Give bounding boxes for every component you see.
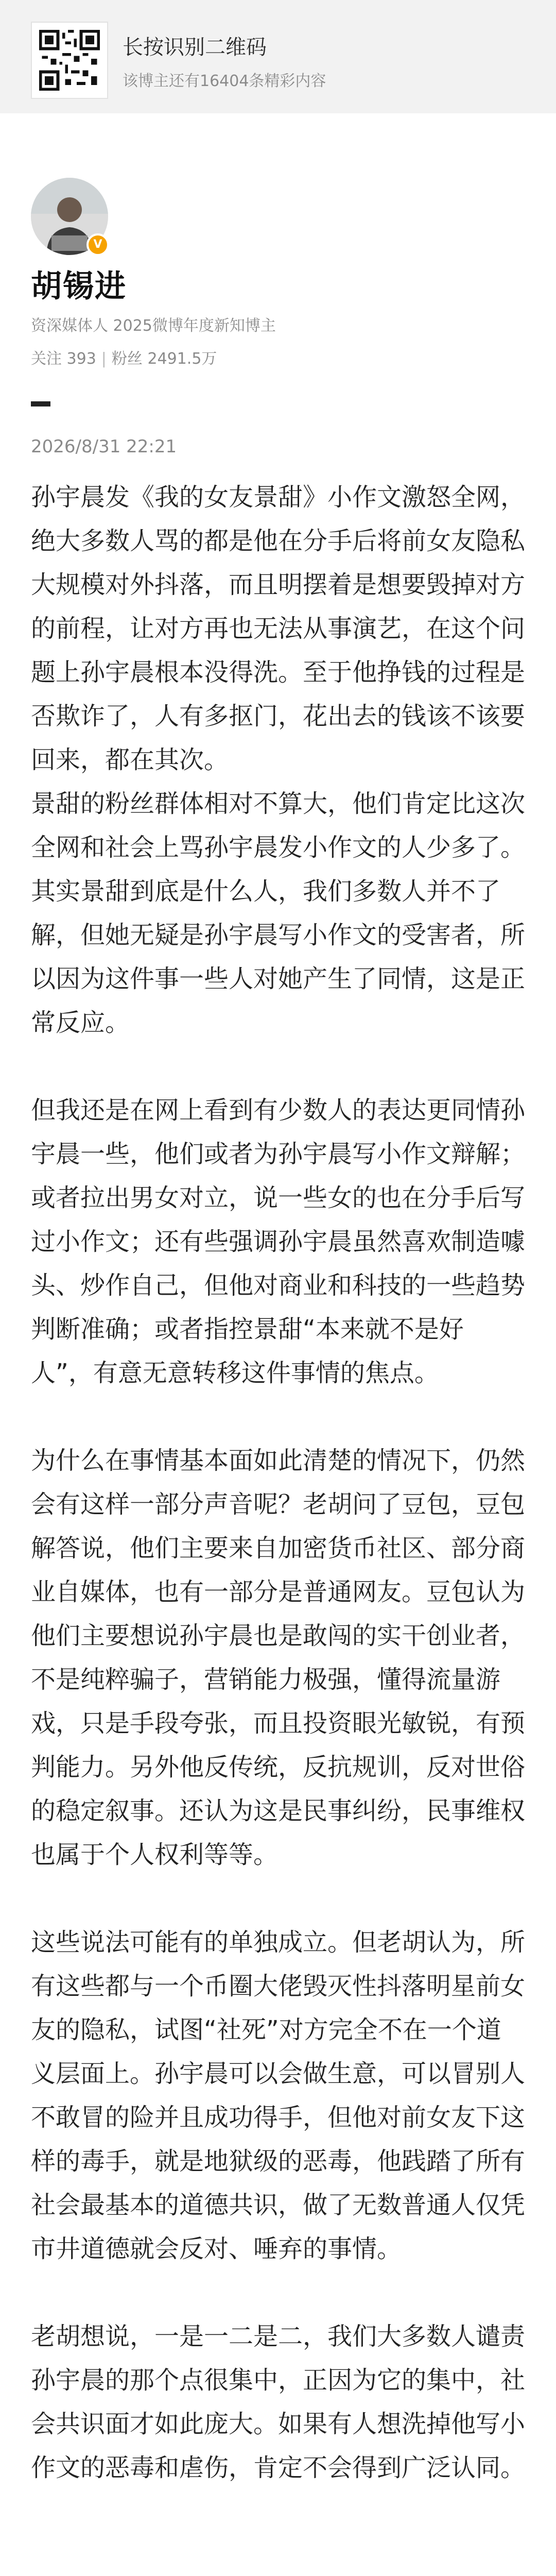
banner-title: 长按识别二维码 xyxy=(123,36,267,59)
verified-badge: V xyxy=(86,233,109,256)
paragraph: 孙宇晨发《我的女友景甜》小作文激怒全网，绝大多数人骂的都是他在分手后将前女友隐私大规模对外抖落，而且明摆着是想要毁掉对方的前程，让对方再也无法从事演艺，在这个问题上孙宇晨根本没得洗。至于他挣钱的过程是否欺诈了，人有多抠门，花出去的钱该不该要回来，都在其次。 xyxy=(31,483,526,774)
post-date: 2026/8/31 22:21 xyxy=(31,436,177,457)
profile-name[interactable]: 胡锡进 xyxy=(31,268,127,304)
qr-banner-top[interactable] xyxy=(0,0,556,113)
paragraph: 景甜的粉丝群体相对不算大，他们肯定比这次全网和社会上骂孙宇晨发小作文的人少多了。其实景甜到底是什么人，我们多数人并不了解，但她无疑是孙宇晨写小作文的受害者，所以因为这件事一些人对她产生了同情，这是正常反应。 xyxy=(31,789,526,1037)
banner-subtitle: 该博主还有16404条精彩内容 xyxy=(123,72,326,90)
paragraph-gap xyxy=(31,1877,525,1921)
paragraph: 老胡想说，一是一二是二，我们大多数人谴责孙宇晨的那个点很集中，正因为它的集中，社会共识面才如此庞大。如果有人想洗掉他写小作文的恶毒和虐伤，肯定不会得到广泛认同。 xyxy=(31,2322,526,2482)
paragraph-gap xyxy=(31,1045,525,1089)
paragraph: 但我还是在网上看到有少数人的表达更同情孙宇晨一些，他们或者为孙宇晨写小作文辩解；或者拉出男女对立，说一些女的也在分手后写过小作文；还有些强调孙宇晨虽然喜欢制造噱头、炒作自己，但他对商业和科技的一些趋势判断准确；或者指控景甜“本来就不是好人”，有意无意转移这件事情的焦点。 xyxy=(31,1096,526,1387)
paragraph: 这些说法可能有的单独成立。但老胡认为，所有这些都与一个币圈大佬毁灭性抖落明星前女友的隐私，试图“社死”对方完全不在一个道义层面上。孙宇晨可以会做生意，可以冒别人不敢冒的险并且成功得手，但他对前女友下这样的毒手，就是地狱级的恶毒，他践踏了所有社会最基本的道德共识，做了无数普通人仅凭市井道德就会反对、唾弃的事情。 xyxy=(31,1928,526,2263)
followers-count[interactable]: 粉丝 2491.5万 xyxy=(111,350,217,368)
profile-bio: 资深媒体人 2025微博年度新知博主 xyxy=(31,317,276,335)
qr-code-small[interactable] xyxy=(31,22,108,99)
paragraph-gap xyxy=(31,2271,525,2315)
paragraph-gap xyxy=(31,1395,525,1439)
following-count[interactable]: 关注 393 xyxy=(31,350,96,368)
paragraph: 为什么在事情基本面如此清楚的情况下，仍然会有这样一部分声音呢？老胡问了豆包，豆包解答说，他们主要来自加密货币社区、部分商业自媒体，也有一部分是普通网友。豆包认为他们主要想说孙宇晨也是敢闯的实干创业者，不是纯粹骗子，营销能力极强，懂得流量游戏，只是手段夸张，而且投资眼光敏锐，有预判能力。另外他反传统，反抗规训，反对世俗的稳定叙事。还认为这是民事纠纷，民事维权也属于个人权利等等。 xyxy=(31,1446,526,1869)
divider xyxy=(31,401,50,406)
post-body xyxy=(31,476,525,2490)
profile-stats: 关注 393 | 粉丝 2491.5万 xyxy=(31,350,217,368)
